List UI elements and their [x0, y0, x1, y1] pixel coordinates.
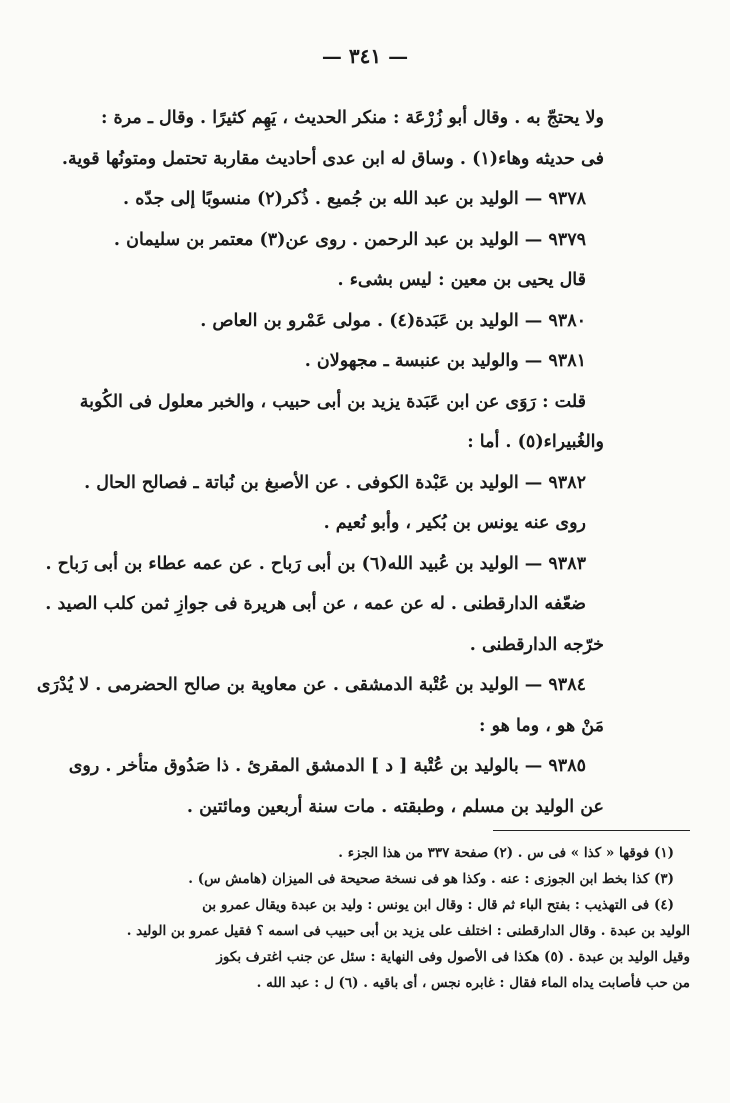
text-line: قلت : رَوَى عن ابن عَبَدة يزيد بن أبى حبيب ، والخبر معلول فى الكُوبة [79, 391, 586, 412]
text-line: روى عنه يونس بن بُكير ، وأبو نُعيم . [323, 513, 586, 533]
page-number: — ٣٤١ — [321, 44, 409, 68]
text-line: قال يحيى بن معين : ليس بشىء . [337, 270, 586, 290]
footnote-line: (٤) فى التهذيب : بفتح الباء ثم قال : وقال ابن يونس : وليد بن عبدة ويقال عمرو بن [202, 897, 674, 913]
text-line: ٩٣٨٠ — الوليد بن عَبَدة(٤) . مولى عَمْرو بن العاص . [200, 310, 586, 331]
text-line: عن الوليد بن مسلم ، وطبقته . مات سنة أربعين ومائتين . [186, 796, 604, 817]
text-line: ٩٣٨٢ — الوليد بن عَبْدة الكوفى . عن الأصبغ بن نُباتة ـ فصالح الحال . [84, 472, 586, 493]
text-line: مَنْ هو ، وما هو : [479, 715, 604, 736]
text-line: والغُبيراء(٥) . أما : [467, 432, 604, 452]
text-line: ٩٣٨٣ — الوليد بن عُبيد الله(٦) بن أبى رَباح . عن عمه عطاء بن أبى رَباح . [45, 553, 586, 574]
text-line: خرّجه الدارقطنى . [469, 634, 604, 655]
text-line: فى حديثه وهاء(١) . وساق له ابن عدى أحاديث مقاربة تحتمل ومتونُها قوية. [61, 148, 604, 169]
footnote-line: من حب فأصابت يداه الماء فقال : غابره نجس ، أى باقيه . (٦) ل : عبد الله . [256, 975, 690, 991]
footnote-line: (١) فوقها « كذا » فى س . (٢) صفحة ٣٣٧ من هذا الجزء . [338, 845, 674, 861]
text-line: ٩٣٨٤ — الوليد بن عُتْبة الدمشقى . عن معاوية بن صالح الحضرمى . لا يُدْرَى [36, 675, 586, 695]
text-line: ٩٣٨٥ — بالوليد بن عُتْبة [ د ] الدمشق المقرئ . ذا صَدُوق متأخر . روى [68, 756, 586, 776]
footnote-line: الوليد بن عبدة . وقال الدارقطنى : اختلف على يزيد بن أبى حبيب فى اسمه ؟ فقيل عمرو بن الوليد . [126, 923, 690, 939]
footnote-line: وقيل الوليد بن عبدة . (٥) هكذا فى الأصول وفى النهاية : سئل عن جنب اغترف بكوز [216, 949, 690, 965]
text-line: ولا يحتجّ به . وقال أبو زُرْعَة : منكر الحديث ، يَهِم كثيرًا . وقال ـ مرة : [100, 108, 604, 128]
footnotes [126, 840, 690, 996]
footnote-divider [493, 830, 690, 831]
text-line: ضعّفه الدارقطنى . له عن عمه ، عن أبى هريرة فى جوازِ ثمن كلب الصيد . [45, 594, 586, 614]
body-text [36, 98, 604, 827]
text-line: ٩٣٧٨ — الوليد بن عبد الله بن جُميع . ذُكر(٢) منسوبًا إلى جدّه . [123, 189, 586, 209]
footnote-line: (٣) كذا بخط ابن الجوزى : عنه . وكذا هو فى نسخة صحيحة فى الميزان (هامش س) . [188, 871, 674, 887]
text-line: ٩٣٨١ — والوليد بن عنبسة ـ مجهولان . [304, 351, 586, 371]
text-line: ٩٣٧٩ — الوليد بن عبد الرحمن . روى عن(٣) معتمر بن سليمان . [113, 229, 586, 250]
